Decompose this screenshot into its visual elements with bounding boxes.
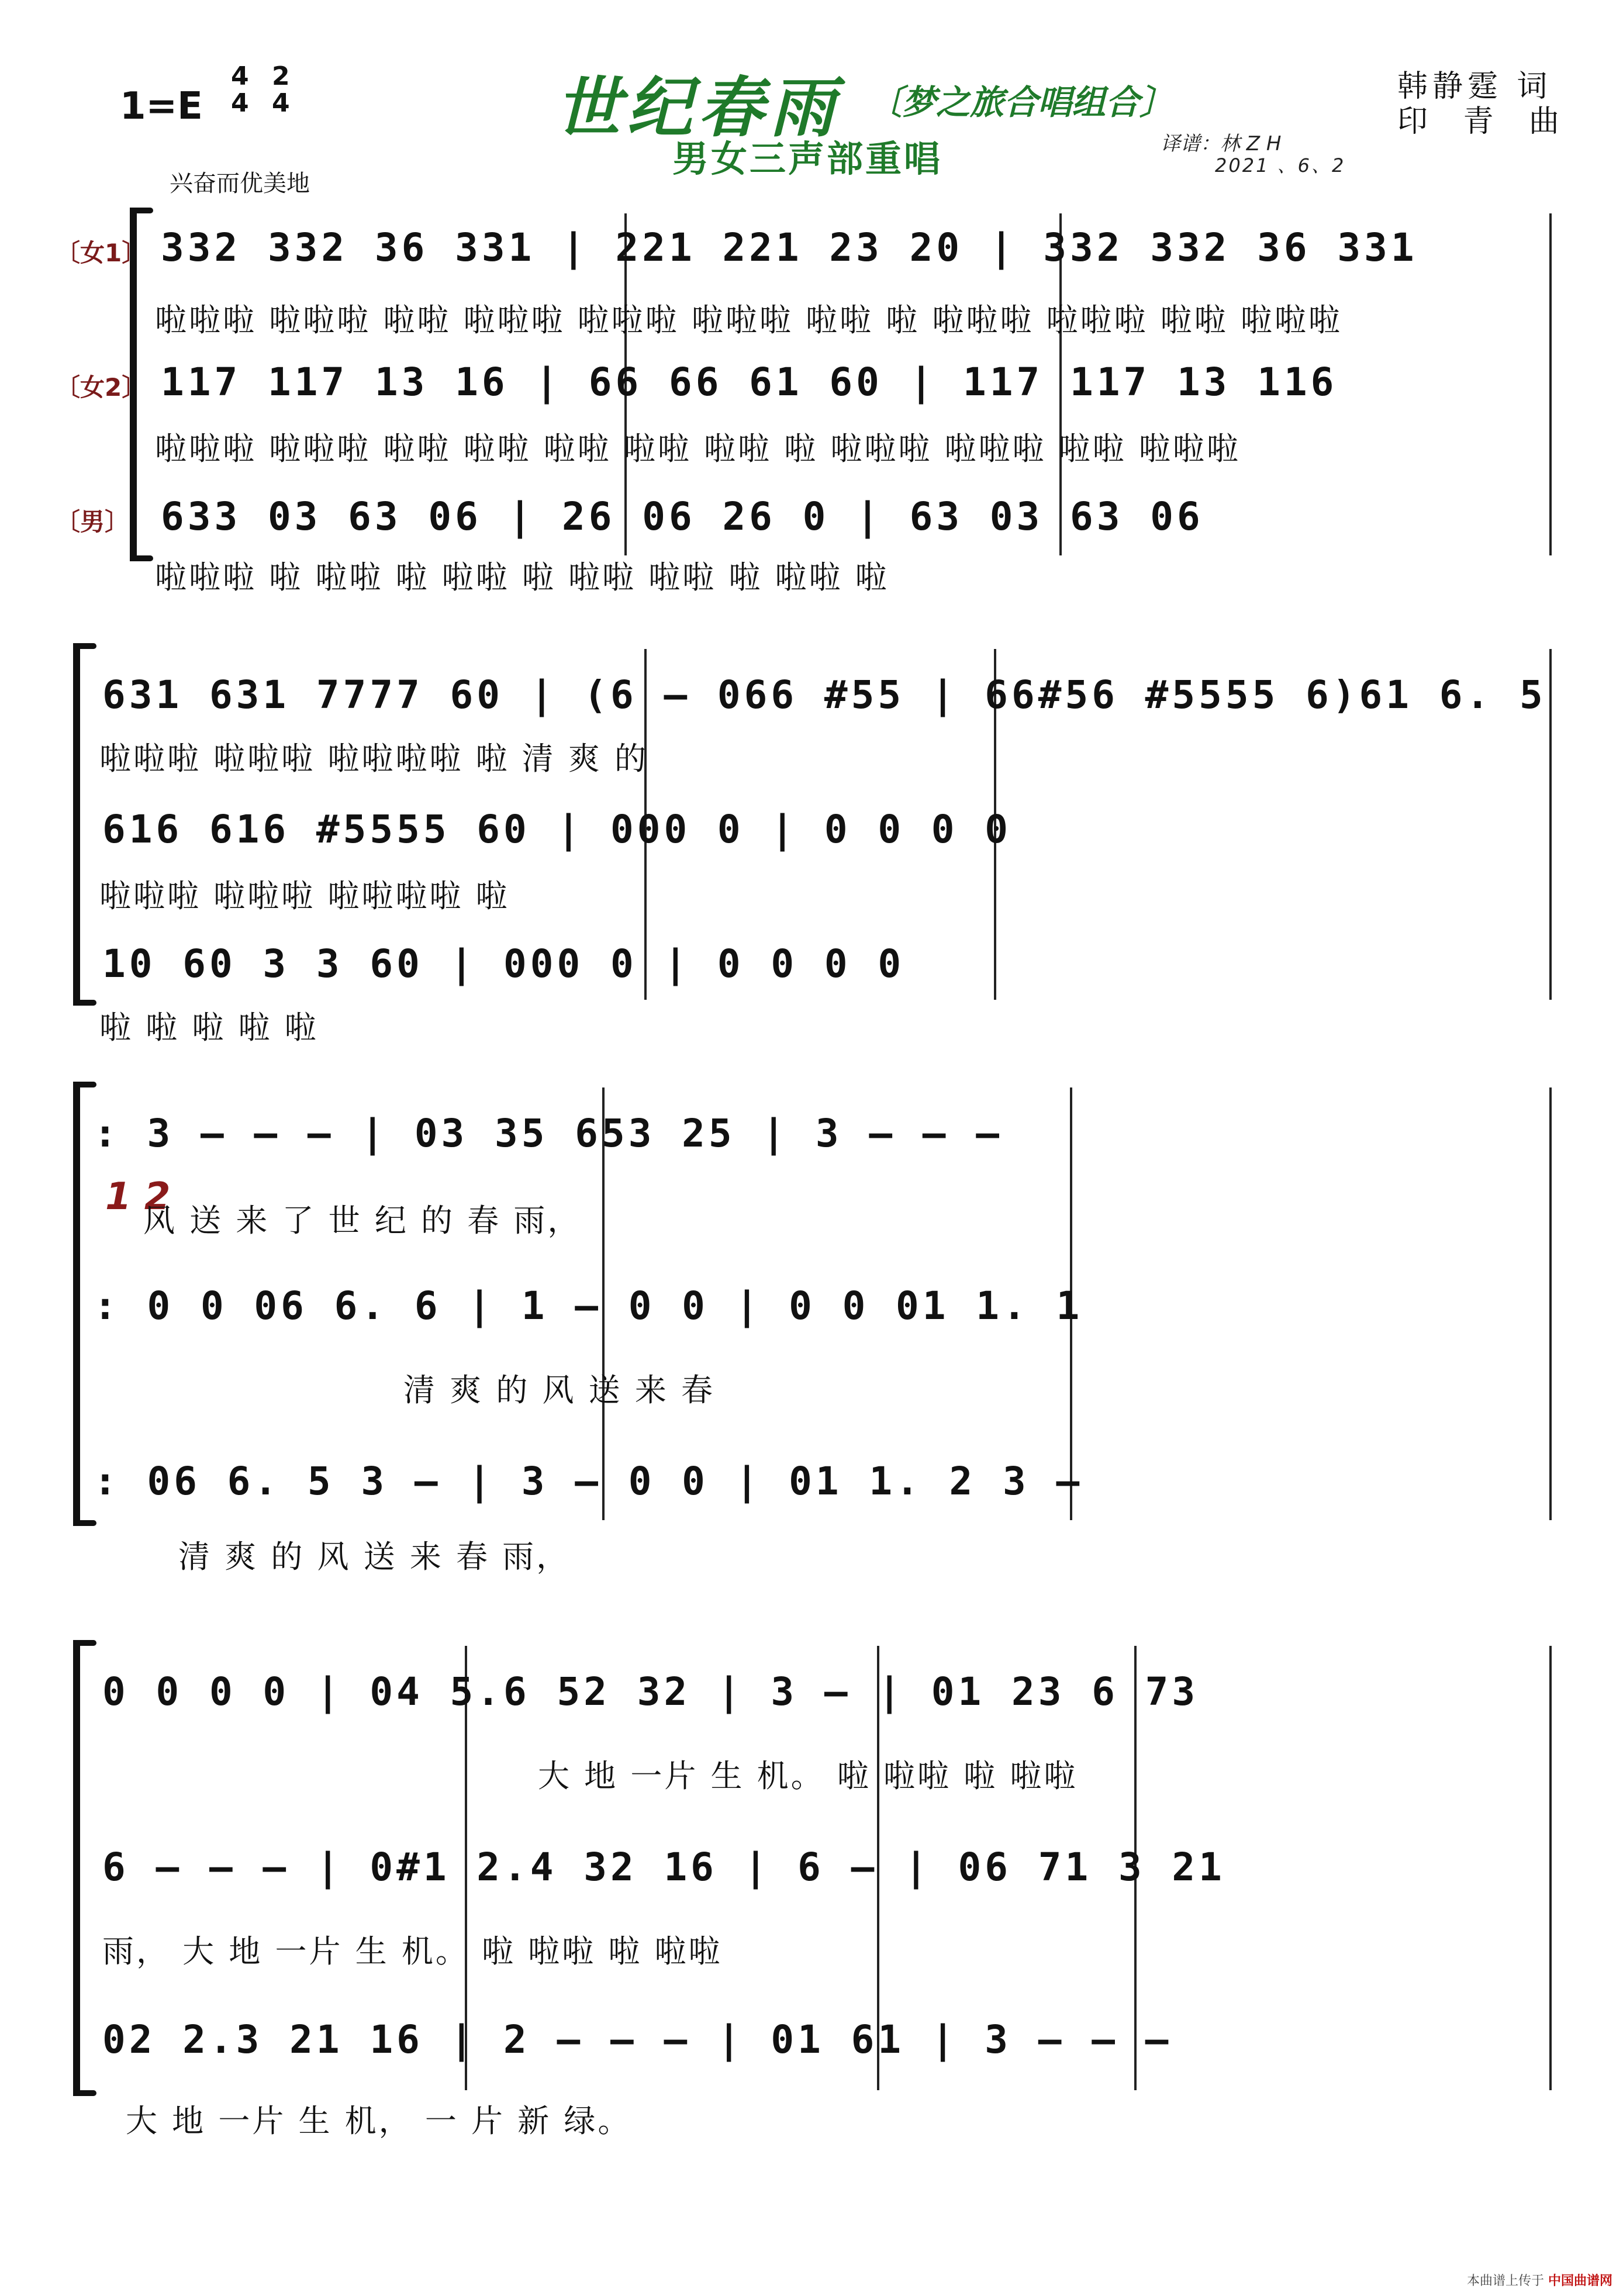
tempo-marking: 兴奋而优美地 [170, 170, 310, 197]
key-signature: 1=E [120, 85, 203, 128]
footer [1467, 2271, 1612, 2289]
lyrics-row: 啦啦啦 啦啦啦 啦啦 啦啦 啦啦 啦啦 啦啦 啦 啦啦啦 啦啦啦 啦啦 啦啦啦 [155, 430, 1241, 467]
voice-label-male: 〔男〕 [56, 507, 130, 536]
system-bracket [73, 1087, 80, 1520]
lyrics-row: 大 地 一片 生 机。 啦 啦啦 啦 啦啦 [538, 1758, 1078, 1794]
lyrics-row: 啦 啦 啦 啦 啦 [99, 1009, 319, 1046]
system-bracket [130, 213, 137, 555]
system-bracket [73, 649, 80, 1000]
ts-den: 4 [231, 88, 249, 118]
lyrics-row: 啦啦啦 啦 啦啦 啦 啦啦 啦 啦啦 啦啦 啦 啦啦 啦 [155, 559, 889, 596]
notation-row: : 3 – – – | 03 35 653 25 | 3 – – – [94, 1111, 1003, 1156]
lyrics-row: 大 地 一片 生 机， 一 片 新 绿。 [126, 2102, 632, 2139]
ts-num: 2 [272, 61, 290, 91]
voice-label-female1: 〔女1〕 [56, 239, 147, 267]
barline [1549, 1646, 1552, 2090]
volta-mark: 1 2 [105, 1175, 171, 1218]
footer-text: 本曲谱上传于 [1466, 2274, 1544, 2288]
notation-row: 633 03 63 06 | 26 06 26 0 | 63 03 63 06 [161, 494, 1204, 539]
time-signature-2-4 [272, 63, 290, 117]
ts-num: 4 [231, 61, 249, 91]
barline [1549, 1087, 1552, 1520]
notation-row: 10 60 3 3 60 | 000 0 | 0 0 0 0 [102, 941, 905, 986]
song-title: 世纪春雨 [555, 70, 841, 146]
voice-label-female2: 〔女2〕 [56, 373, 147, 402]
lyrics-row: 啦啦啦 啦啦啦 啦啦 啦啦啦 啦啦啦 啦啦啦 啦啦 啦 啦啦啦 啦啦啦 啦啦 啦啦啦 [155, 302, 1342, 339]
composer: 印 青 曲 [1397, 104, 1573, 139]
ts-den: 4 [272, 88, 290, 118]
barline [1549, 649, 1552, 1000]
barline [1549, 213, 1552, 555]
lyrics-row: 雨， 大 地 一片 生 机。 啦 啦啦 啦 啦啦 [102, 1933, 723, 1970]
translator: 译谱：林 Z H [1161, 132, 1282, 156]
arrangement-subtitle: 男女三声部重唱 [672, 137, 943, 180]
notation-row: 631 631 7777 60 | (6 – 066 #55 | 66#56 #5555 6)61 6. 5 [102, 672, 1546, 717]
lyricist: 韩静霆 词 [1397, 69, 1552, 104]
time-signature-4-4 [231, 63, 249, 117]
notation-row: 0 0 0 0 | 04 5.6 52 32 | 3 – | 01 23 6 73 [102, 1669, 1199, 1714]
performer-subtitle: 〔梦之旅合唱组合〕 [868, 82, 1174, 122]
lyrics-row: 啦啦啦 啦啦啦 啦啦啦啦 啦 [99, 878, 510, 914]
system-bracket [73, 1646, 80, 2090]
notation-row: 117 117 13 16 | 66 66 61 60 | 117 117 13 116 [161, 360, 1338, 405]
notation-row: 6 – – – | 0#1 2.4 32 16 | 6 – | 06 71 3 21 [102, 1845, 1225, 1890]
notation-row: 02 2.3 21 16 | 2 – – – | 01 61 | 3 – – – [102, 2017, 1172, 2062]
notation-row: 332 332 36 331 | 221 221 23 20 | 332 332 36 331 [161, 225, 1418, 270]
lyrics-row: 清 爽 的 风 送 来 春 雨， [178, 1538, 571, 1575]
lyrics-row: 啦啦啦 啦啦啦 啦啦啦啦 啦 清 爽 的 [99, 740, 648, 777]
translation-date: 2021 、6、2 [1215, 154, 1346, 177]
footer-site-logo: 中国曲谱网 [1548, 2274, 1612, 2288]
notation-row: 616 616 #5555 60 | 000 0 | 0 0 0 0 [102, 807, 1012, 852]
notation-row: : 0 0 06 6. 6 | 1 – 0 0 | 0 0 01 1. 1 [94, 1283, 1083, 1328]
lyrics-row: 清 爽 的 风 送 来 春 [403, 1372, 715, 1408]
lyrics-row: 风 送 来 了 世 纪 的 春 雨， [143, 1202, 582, 1239]
notation-row: : 06 6. 5 3 – | 3 – 0 0 | 01 1. 2 3 – [94, 1459, 1083, 1504]
